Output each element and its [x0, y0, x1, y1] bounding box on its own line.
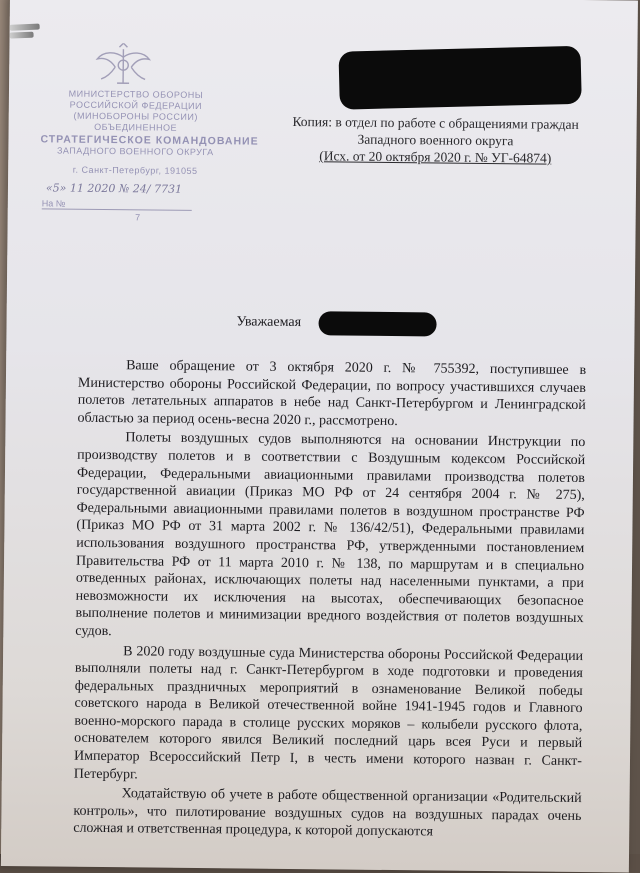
copy-line: Копия: в отдел по работе с обращениями граждан: [292, 113, 579, 132]
copy-recipient: [270, 113, 601, 167]
reference-label: На №: [42, 198, 192, 211]
stamp-command-name: СТРАТЕГИЧЕСКОЕ КОМАНДОВАНИЕ: [40, 133, 259, 148]
eagle-emblem-icon: [93, 43, 153, 88]
stamp-line: МИНИСТЕРСТВО ОБОРОНЫ: [68, 88, 204, 101]
reference-line: [40, 198, 230, 211]
stamp-line: РОССИЙСКОЙ ФЕДЕРАЦИИ: [69, 99, 203, 112]
letter-page: [1, 0, 638, 873]
pin-icon: [10, 24, 40, 31]
pin-icon: [9, 32, 33, 39]
ministry-stamp: [40, 88, 259, 223]
stamp-line: (МИНОБОРОНЫ РОССИИ): [73, 110, 198, 122]
paragraph: Ваше обращение от 3 октября 2020 г. № 755392, поступившее в Министерство обороны Российской Федерации, по вопросу участившихся случаев полетов летательных аппаратов в небе над Санкт-Петербургом и Ленинградской областью за период осень-весна 2020 г., рассмотрено.: [77, 358, 587, 429]
registration-number: «5» 11 2020 № 24/ 7731: [45, 181, 183, 196]
stamp-city: г. Санкт-Петербург, 191055: [72, 164, 198, 176]
greeting: Уважаемая: [236, 314, 302, 331]
redaction-block: [338, 46, 581, 110]
letter-body: [73, 357, 586, 845]
outgoing-reference: (Исх. от 20 октября 2020 г. № УГ-64874): [319, 148, 552, 166]
stamp-line: ОБЪЕДИНЕННОЕ: [94, 121, 178, 133]
paragraph: Ходатайствую об учете в работе общественной организации «Родительский контроль», что пилотирование воздушных судов на воздушных парадах очень сложная и ответственная процедура, к которой допускаются: [73, 786, 582, 840]
paragraph: В 2020 году воздушные суда Министерства обороны Российской Федерации выполняли полеты над г. Санкт-Петербургом в ходе подготовки и проведения федеральных праздничных мероприятий в ознаменование Великой победы советского народа в Великой отечественной войне 1941-1945 годов и Главного военно-морского парада в столице русских моряков – колыбели русского флота, основателем которого явился Великий последний царь всея Руси и первый Император Всероссийский Петр I, в честь имени которого назван г. Санкт-Петербург.: [73, 643, 584, 783]
redaction-block: [318, 311, 436, 336]
paragraph: Полеты воздушных судов выполняются на основании Инструкции по производству полетов и в соответствии с Воздушным кодексом Российской Федерации, Федеральными авиационными правилами производства полетов государственной авиации (Приказ МО РФ от 24 сентября 2004 г. № 275), Федеральными авиационными правилами полетов в воздушном пространстве РФ (Приказ МО РФ от 31 марта 2002 г. № 136/42/51), Федеральными правилами использования воздушного пространства РФ, утвержденными постановлением Правительства РФ от 11 марта 2010 г. № 138, по маршрутам и в специально отведенных районах, исключающих полеты над населенными пунктами, а при невозможности их исключения на высотах, обеспечивающих безопасное выполнение полетов и минимизации вредного воздействия от полетов воздушных судов.: [75, 430, 586, 640]
copy-line: Западного военного округа: [357, 131, 514, 149]
stamp-line: ЗАПАДНОГО ВОЕННОГО ОКРУГА: [56, 145, 214, 158]
stamp-number: 7: [135, 212, 141, 223]
